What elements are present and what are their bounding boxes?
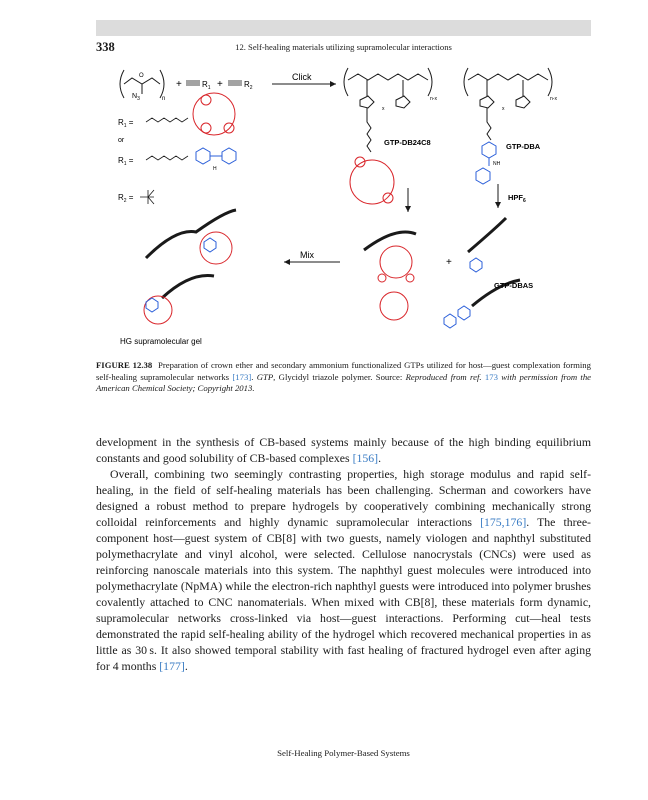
r1-alt-linker-chain	[146, 156, 188, 160]
alkyne-r1-label: $R_1$	[202, 80, 211, 91]
plus-sign: +	[176, 79, 182, 90]
caption-label: FIGURE 12.38	[96, 360, 153, 370]
or-label: or	[118, 137, 125, 144]
mix-label: Mix	[300, 250, 314, 260]
gtp-db24c8-label: GTP-DB24C8	[384, 138, 431, 147]
plus-sign: +	[217, 79, 223, 90]
click-label: Click	[292, 72, 312, 82]
body-text	[96, 434, 591, 674]
alkyne-r2-label: $R_2$	[244, 80, 253, 91]
figure-12-38	[96, 62, 591, 354]
repeat-n-minus-x: n-x	[550, 96, 557, 102]
caption-source-italic: Reproduced from ref.	[405, 371, 482, 382]
hpf6-label: $HPF_6$	[508, 193, 526, 204]
caption-abbreviation: GTP	[256, 371, 274, 382]
caption-text-2: .	[251, 371, 257, 382]
repeat-x: x	[502, 106, 505, 112]
footer-book-title: Self-Healing Polymer-Based Systems	[277, 748, 410, 758]
repeat-n: n	[162, 96, 166, 102]
alkyne-r2	[228, 81, 242, 85]
r2-definition-label: $R_2$ =	[118, 193, 134, 204]
azide-label: $N_3$	[132, 93, 140, 102]
guest-polymer-strand	[468, 218, 520, 306]
hg-gel-network	[146, 210, 236, 298]
ref-156[interactable]: [156]	[352, 451, 379, 465]
dibenzylamine-guest	[196, 148, 236, 164]
amine-h-label: H	[213, 166, 217, 172]
reaction-scheme	[96, 62, 591, 354]
gtp-dbas-label: GTP-DBAS	[494, 281, 534, 290]
tert-butyl-group	[140, 190, 154, 204]
gtp-dba-backbone	[464, 68, 552, 140]
caption-ref-173[interactable]: [173]	[232, 371, 252, 382]
gtp-db24c8-crown	[350, 157, 394, 204]
paragraph-1: development in the synthesis of CB-based systems mainly because of the high binding equilibrium constants and good solubility of CB-based complexes [156].	[96, 435, 591, 465]
guest-ammonium-strand	[444, 258, 482, 328]
paragraph-2: Overall, combining two seemingly contrasting properties, high storage modulus and rapid self-healing, in the field of self-healing materials has been challenging. Scherman and coworkers have designed a robust method to prepare hydrogels by cooperatively combining mechanically strong colloidal reinforcements and highly dynamic supramolecular interactions [175,176]. The three-component host—guest system of CB[8] with two guests, namely viologen and naphthyl substituted polymethacrylate and vinyl alcohol, were selected. Cellulose nanocrystals (CNCs) were used as reinforcing nanoscale materials into this system. The naphthyl guest molecules were introduced into polymethacrylate (NpMA) while the electron-rich naphthyl guests were introduced into polymer brushes covalently attached to CNC nanomaterials. When mixed with CB[8], these materials form dynamic, supramolecular networks cross-linked via host—guest interactions. Performing cut—heal tests demonstrated the rapid self-healing ability of the hydrogel which recovered mechanical properties in as little as 30 s. It also showed temporal stability with fast healing of fractured hydrogel even after aging for 4 months [177].	[96, 467, 591, 673]
r1-definition-label: $R_1$ =	[118, 118, 134, 129]
hg-gel-label: HG supramolecular gel	[120, 337, 202, 346]
repeat-x: x	[382, 106, 385, 112]
caption-text-1: Preparation of crown ether and secondary ammonium functionalized GTPs utilized for host—guest complexation forming self-healing supramolecular networks	[96, 360, 591, 382]
figure-caption	[96, 360, 591, 395]
running-title: 12. Self-healing materials utilizing supramolecular interactions	[235, 42, 452, 52]
crown-ether-macrocycle	[193, 93, 235, 135]
ref-177[interactable]: [177]	[159, 659, 185, 673]
r1-linker-chain	[146, 118, 188, 122]
repeat-n-minus-x: n-x	[430, 96, 437, 102]
plus-sign: +	[446, 257, 452, 268]
ether-oxygen: O	[139, 73, 144, 79]
header-band	[96, 20, 591, 36]
dba-nh-label: NH	[493, 161, 501, 167]
alkyne-r1	[186, 81, 200, 85]
running-header	[96, 40, 591, 54]
host-crown-strand	[378, 246, 414, 320]
gtp-dba-label: GTP-DBA	[506, 142, 541, 151]
ref-175-176[interactable]: [175,176]	[480, 515, 527, 529]
page-number: 338	[96, 40, 115, 54]
caption-ref-173-source[interactable]: 173	[484, 371, 498, 382]
r1-alt-definition-label: $R_1$ =	[118, 156, 134, 167]
caption-source-rest: with permission from the American Chemical Society; Copyright 2013.	[96, 371, 592, 393]
caption-text-3: , Glycidyl triazole polymer. Source:	[273, 371, 406, 382]
